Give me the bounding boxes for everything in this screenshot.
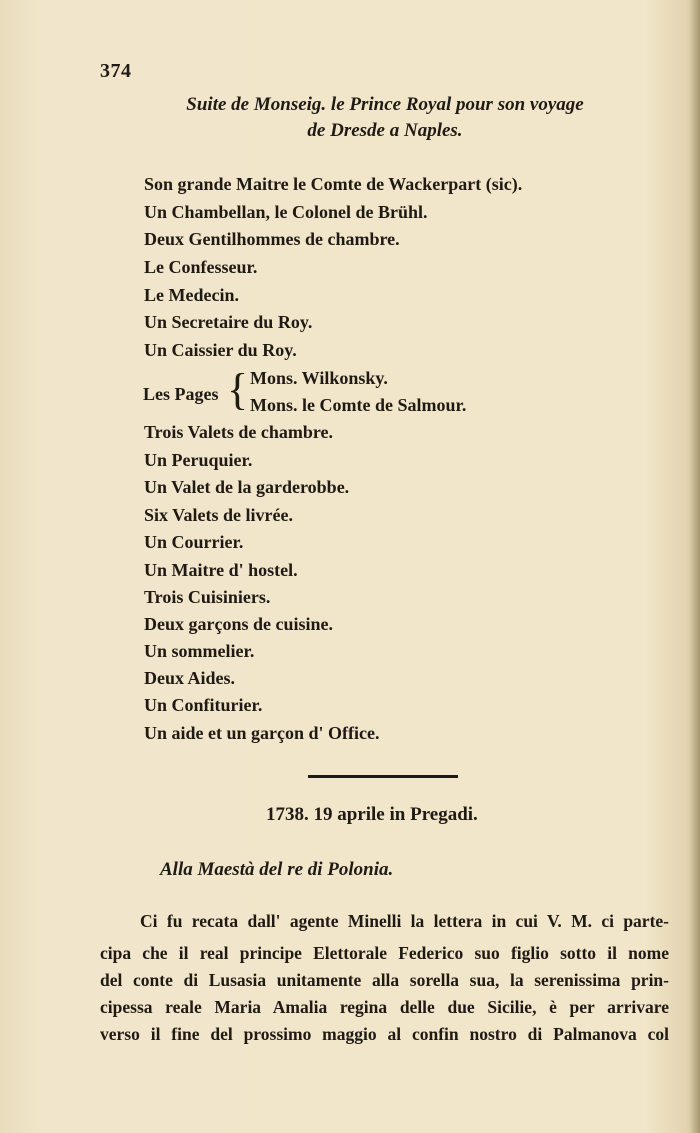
paragraph-line: del conte di Lusasia unitamente alla sorella sua, la serenissima prin- [100,970,669,990]
list-item: Six Valets de livrée. [144,505,293,525]
list-item: Un Confiturier. [144,695,263,715]
list-item: Le Confesseur. [144,257,258,277]
paragraph-line: cipa che il real principe Elettorale Federico suo figlio sotto il nome [100,943,669,963]
paragraph-line: cipessa reale Maria Amalia regina delle due Sicilie, è per arrivare [100,997,669,1017]
list-item: Deux Gentilhommes de chambre. [144,229,400,249]
list-item: Un aide et un garçon d' Office. [144,723,380,743]
list-item: Trois Valets de chambre. [144,422,334,442]
list-item: Un Courrier. [144,532,244,552]
list-item: Deux Aides. [144,668,236,688]
list-item: Le Medecin. [144,285,239,305]
list-item: Un Secretaire du Roy. [144,312,313,332]
list-item: Un Chambellan, le Colonel de Brühl. [144,202,428,222]
section-divider [308,775,458,778]
paragraph-line: verso il fine del prossimo maggio al confin nostro di Palmanova col [100,1024,669,1044]
list-item: Son grande Maitre le Comte de Wackerpart (sic). [144,174,523,194]
page-name: Mons. Wilkonsky. [250,368,388,388]
address-heading: Alla Maestà del re di Polonia. [160,859,394,880]
list-item: Un Valet de la garderobbe. [144,477,350,497]
page-name: Mons. le Comte de Salmour. [250,395,467,415]
list-item: Un Maitre d' hostel. [144,560,298,580]
page-number: 374 [100,60,132,82]
list-item: Un sommelier. [144,641,255,661]
title-line-2: de Dresde a Naples. [307,120,463,141]
list-item: Trois Cuisiniers. [144,587,271,607]
paragraph-line: Ci fu recata dall' agente Minelli la lettera in cui V. M. ci parte- [140,911,669,931]
dateline: 1738. 19 aprile in Pregadi. [266,804,478,825]
pages-label: Les Pages [143,384,219,404]
list-item: Un Caissier du Roy. [144,340,297,360]
list-item: Un Peruquier. [144,450,253,470]
page-edge-shadow [690,0,700,1133]
brace-symbol: { [227,365,249,414]
title-line-1: Suite de Monseig. le Prince Royal pour son voyage [186,94,584,115]
list-item: Deux garçons de cuisine. [144,614,333,634]
